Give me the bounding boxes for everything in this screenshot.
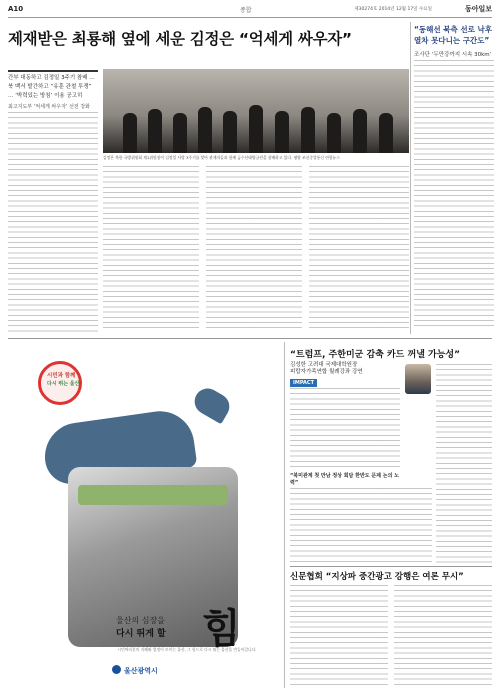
article-body-col-4 (309, 166, 409, 332)
ulsan-logo (112, 665, 158, 676)
section-label: 종합 (240, 7, 252, 14)
section-divider (290, 566, 492, 567)
article-body-col-2 (103, 166, 199, 332)
page-header (8, 4, 492, 18)
ulsan-logo-text: 울산광역시 (124, 667, 158, 675)
column-divider (410, 22, 411, 334)
issue-meta: 제30274호 2014년 12월 17일 수요일 (354, 7, 432, 12)
page-number: A10 (8, 5, 24, 13)
whale-tail (190, 384, 234, 425)
second-article-title: 신문협회 “지상파 중간광고 강행은 여론 무시” (290, 572, 464, 582)
author-portrait (405, 364, 431, 394)
column-divider (284, 342, 285, 688)
ad-tag-2: 다시 뛰는 울산 (47, 381, 80, 387)
section-divider (8, 338, 492, 339)
news-photo (103, 69, 409, 153)
article-body-col-1 (8, 112, 98, 332)
second-article-body-1 (290, 585, 388, 685)
paper-logo: 동아일보 (464, 4, 492, 13)
side-subhead: 조사단 ‘두만강까지 시속 30km’ (414, 52, 492, 58)
main-headline: 제재받은 최룡해 옆에 세운 김정은 “억세게 싸우자” (8, 30, 352, 48)
side-article-body (414, 60, 494, 330)
opinion-author (290, 362, 363, 376)
impact-logo: IMPACT (290, 379, 317, 387)
deck-line-2: 최고지도부 ‘억세게 싸우자’ 선전 강화 (8, 104, 90, 110)
city-illustration (78, 485, 228, 505)
photo-caption: 김정은 북한 국방위원회 제1위원장이 김정일 사망 3주기를 맞아 관계자들과 함께 금수산태양궁전을 참배하고 있다. 평양 조선중앙통신 연합뉴스 (103, 155, 340, 160)
ad-line-1: 울산의 심장을 (116, 616, 165, 625)
author-role: 피랍자가족연합 월례강좌 강연 (290, 369, 363, 375)
opinion-body-1 (290, 388, 400, 470)
ulsan-logo-icon (112, 665, 121, 674)
article-body-col-3 (206, 166, 302, 332)
author-name: 김성한 고려대 국제대학원장 (290, 362, 358, 368)
ad-tag-1: 시민과 함께 (47, 373, 76, 379)
ulsan-advertisement (8, 347, 280, 687)
second-article-body-2 (394, 585, 492, 685)
opinion-title: “트럼프, 주한미군 감축 카드 꺼낼 가능성” (290, 350, 461, 360)
article-deck (8, 70, 98, 113)
ad-line-2: 다시 뛰게 할 (116, 629, 166, 639)
deck-line-1: 간부 대동하고 김정일 3주기 참배 … 북 백서 발간하고 “유훈 관철 투쟁” … ‘박력있는 방침’ 이용 공고히 (8, 75, 95, 99)
opinion-subhead: “북미관계 첫 만남 정상 회담 한반도 문제 논의 노력” (290, 473, 399, 486)
opinion-body-2 (436, 364, 492, 564)
opinion-body-3 (290, 488, 432, 564)
side-headline: “동해선 북측 선로 낙후 열차 못다니는 구간도” (414, 25, 492, 45)
ad-big-char: 힘 (202, 605, 241, 652)
ad-small-text: 시민여러분의 지혜와 열정이 모이는 울산, 그 힘으로 다시 뛰는 울산을 만들어갑니다. (117, 647, 257, 652)
